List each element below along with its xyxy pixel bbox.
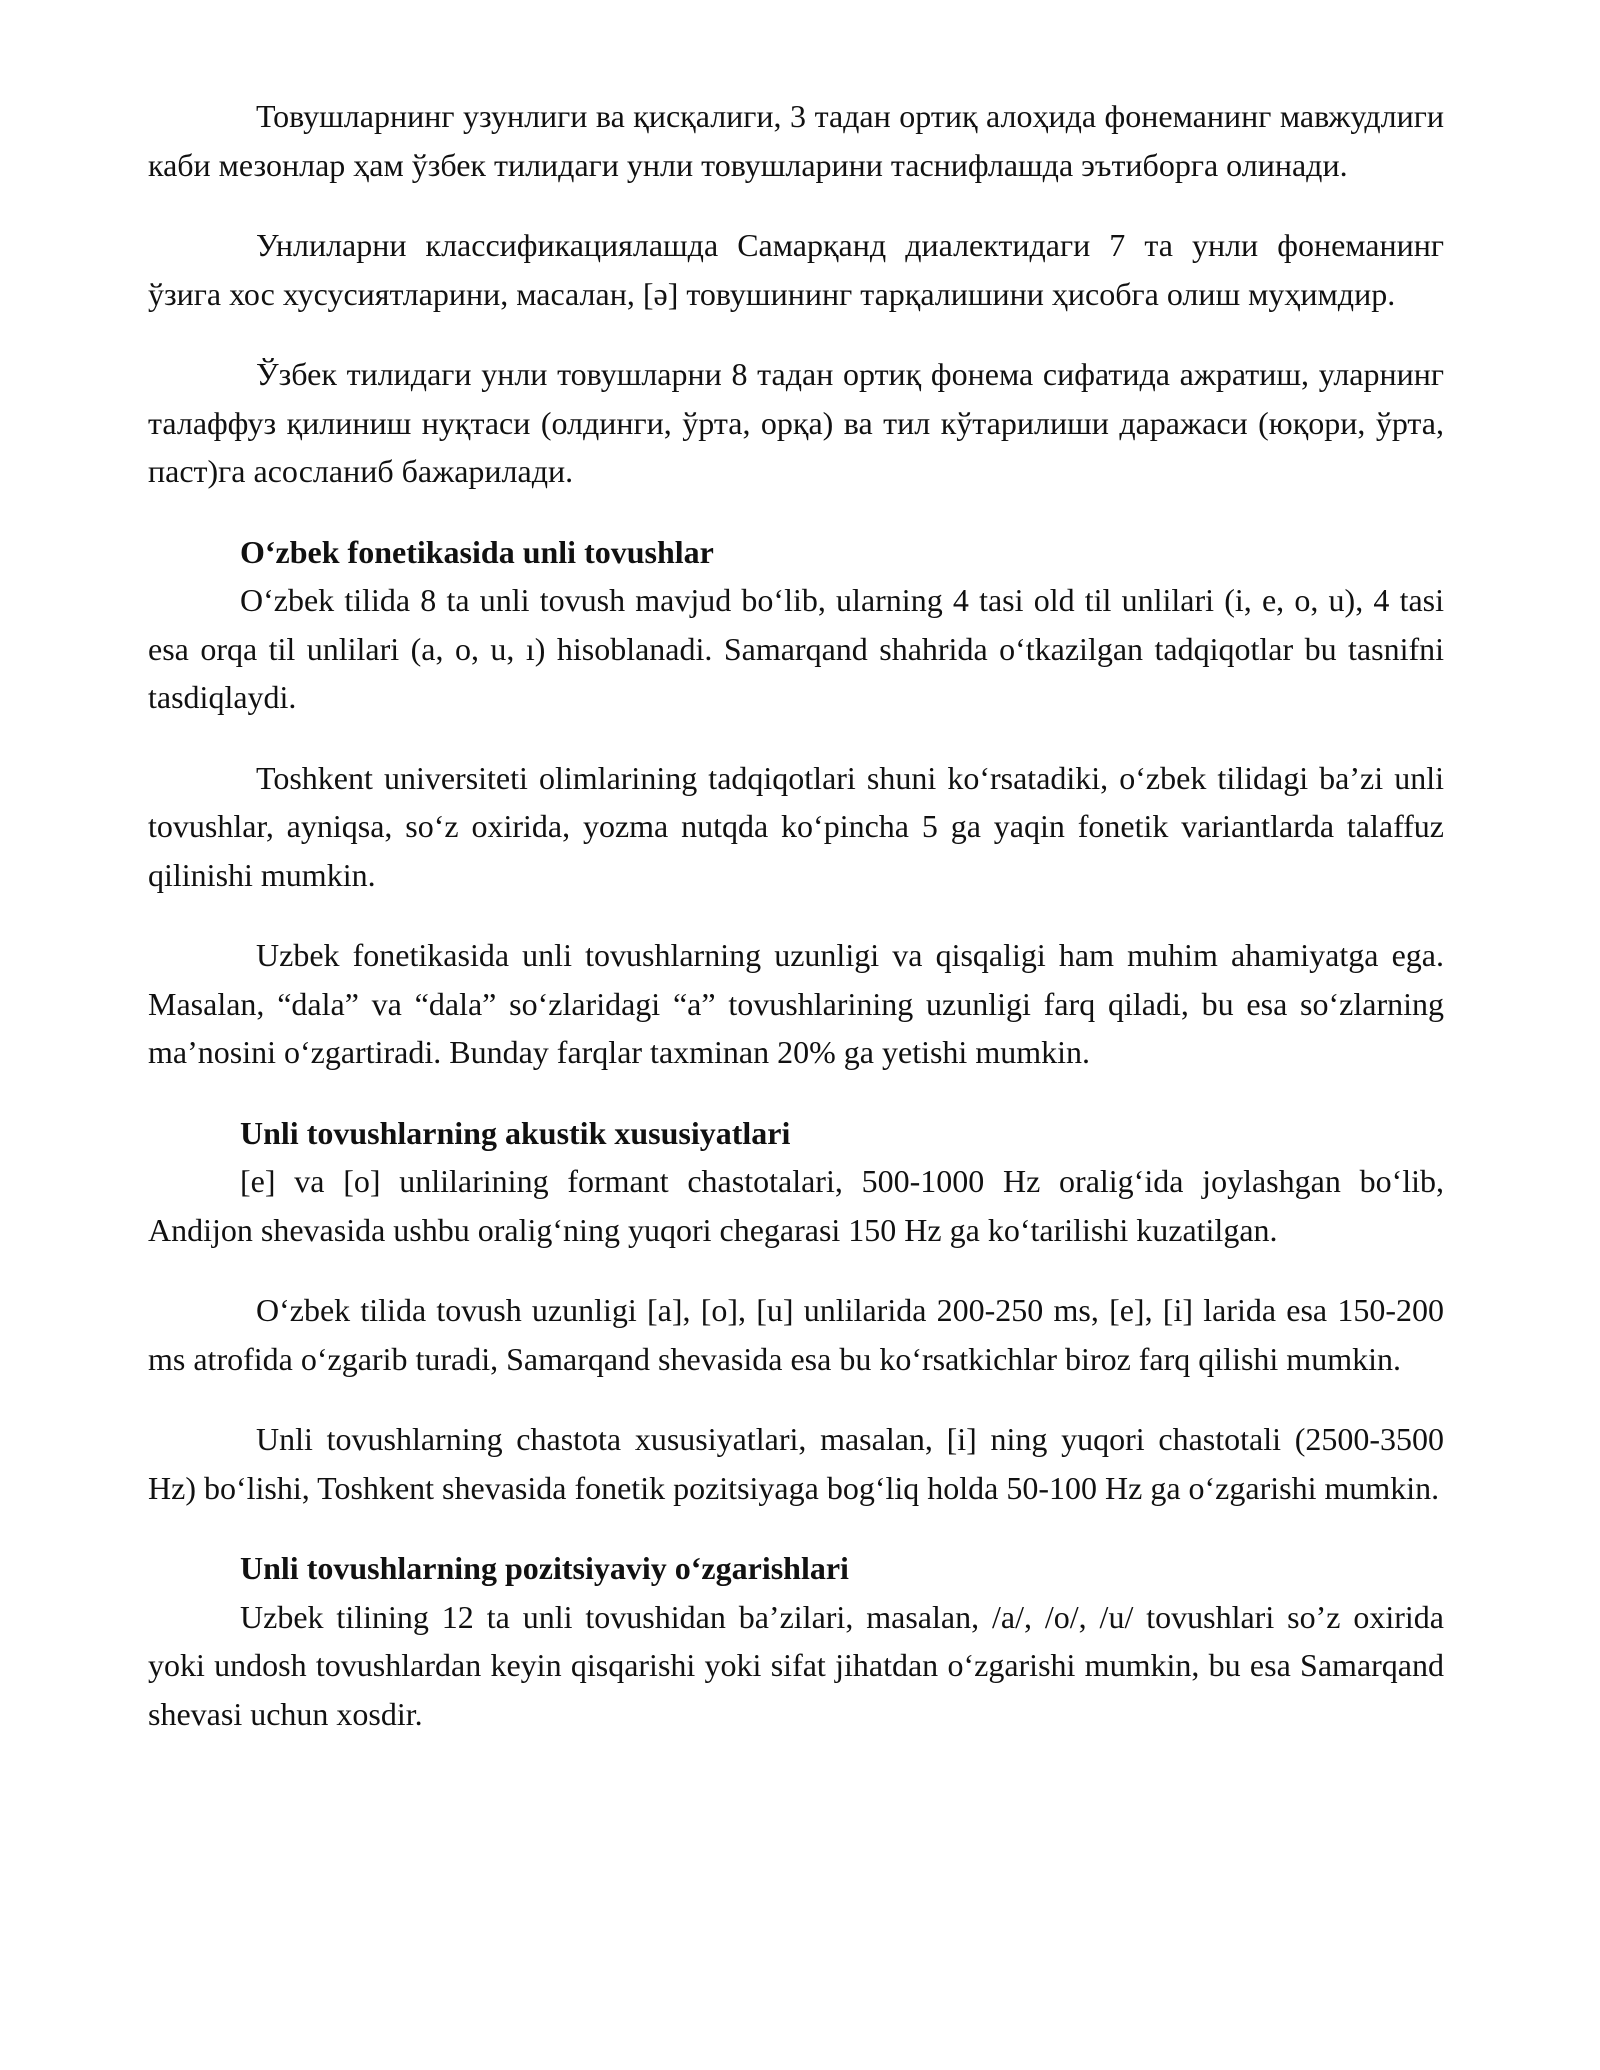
document-page <box>148 92 1444 1738</box>
paragraph: Товушларнинг узунлиги ва қисқалиги, 3 тадан ортиқ алоҳида фонеманинг мавжудлиги каби мезонлар ҳам ўзбек тилидаги унли товушларини таснифлашда эътиборга олинади. <box>148 98 1444 183</box>
section-heading: O‘zbek fonetikasida unli tovushlar <box>240 533 714 570</box>
section-heading: Unli tovushlarning akustik xususiyatlari <box>240 1114 791 1151</box>
paragraph: O‘zbek tilida 8 ta unli tovush mavjud bo‘lib, ularning 4 tasi old til unlilari (i, e, o, u), 4 tasi esa orqa til unlilari (a, o, u, ı) hisoblanadi. Samarqand shahrida o‘tkazilgan tadqiqotlar bu tasnifni tasdiqlaydi. <box>148 582 1444 715</box>
paragraph: Uzbek fonetikasida unli tovushlarning uzunligi va qisqaligi ham muhim ahamiyatga ega. Masalan, “dala” va “dala” so‘zlaridagi “a” tovushlarining uzunligi farq qiladi, bu esa so‘zlarning ma’nosini o‘zgartiradi. Bunday farqlar taxminan 20% ga yetishi mumkin. <box>148 937 1444 1070</box>
paragraph: Unli tovushlarning chastota xususiyatlari, masalan, [i] ning yuqori chastotali (2500-3500 Hz) bo‘lishi, Toshkent shevasida fonetik pozitsiyaga bog‘liq holda 50-100 Hz ga o‘zgarishi mumkin. <box>148 1421 1444 1506</box>
paragraph: Унлиларни классификациялашда Самарқанд диалектидаги 7 та унли фонеманинг ўзига хос хусусиятларини, масалан, [ә] товушининг тарқалишини ҳисобга олиш муҳимдир. <box>148 227 1444 312</box>
paragraph: O‘zbek tilida tovush uzunligi [a], [o], [u] unlilarida 200-250 ms, [e], [i] larida esa 150-200 ms atrofida o‘zgarib turadi, Samarqand shevasida esa bu ko‘rsatkichlar biroz farq qilishi mumkin. <box>148 1292 1444 1377</box>
paragraph: Ўзбек тилидаги унли товушларни 8 тадан ортиқ фонема сифатида ажратиш, уларнинг талаффуз қилиниш нуқтаси (олдинги, ўрта, орқа) ва тил кўтарилиши даражаси (юқори, ўрта, паст)га асосланиб бажарилади. <box>148 356 1444 489</box>
paragraph: [e] va [o] unlilarining formant chastotalari, 500-1000 Hz oralig‘ida joylashgan bo‘lib, Andijon shevasida ushbu oralig‘ning yuqori chegarasi 150 Hz ga ko‘tarilishi kuzatilgan. <box>148 1163 1444 1248</box>
section-heading: Unli tovushlarning pozitsiyaviy o‘zgarishlari <box>240 1550 849 1586</box>
paragraph: Uzbek tilining 12 ta unli tovushidan ba’zilari, masalan, /a/, /o/, /u/ tovushlari so’z oxirida yoki undosh tovushlardan keyin qisqarishi yoki sifat jihatdan o‘zgarishi mumkin, bu esa Samarqand shevasi uchun xosdir. <box>148 1598 1444 1732</box>
paragraph: Toshkent universiteti olimlarining tadqiqotlari shuni ko‘rsatadiki, o‘zbek tilidagi ba’zi unli tovushlar, ayniqsa, so‘z oxirida, yozma nutqda ko‘pincha 5 ga yaqin fonetik variantlarda talaffuz qilinishi mumkin. <box>148 759 1444 893</box>
